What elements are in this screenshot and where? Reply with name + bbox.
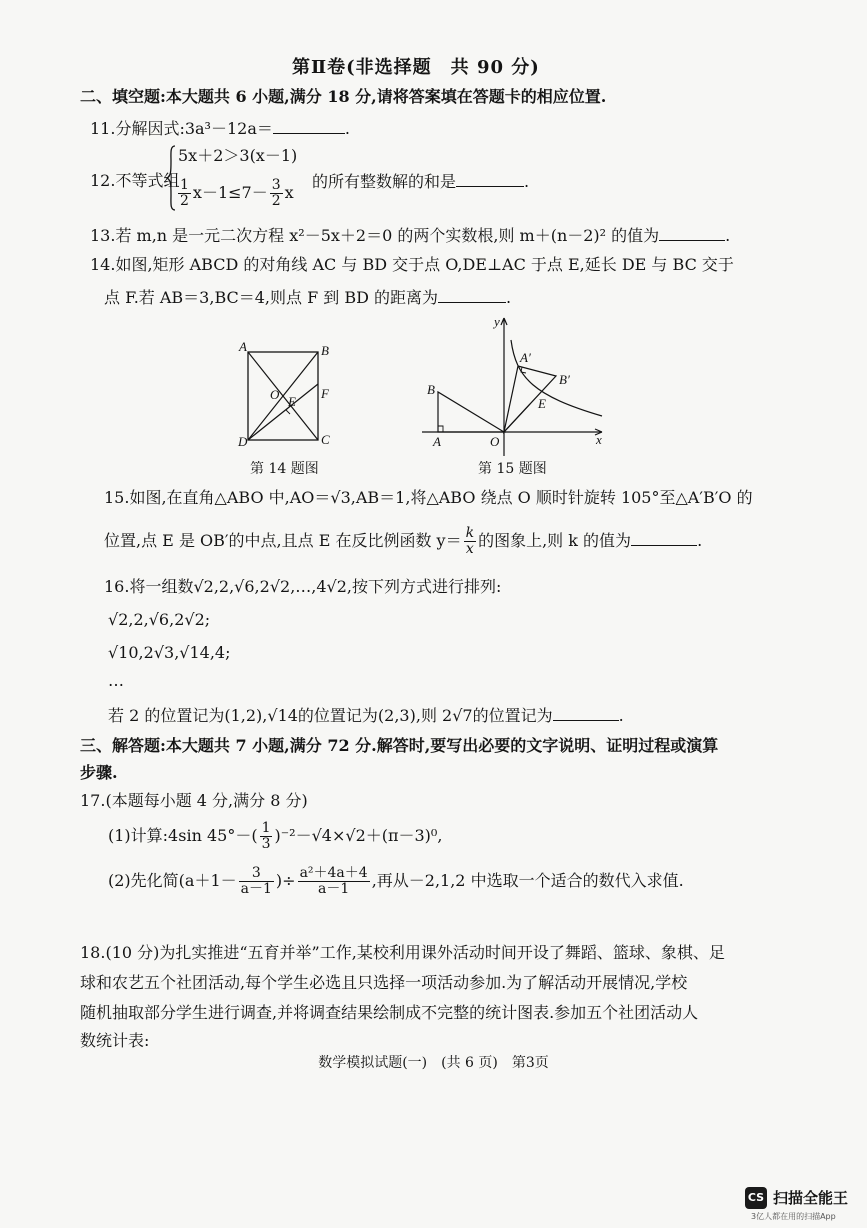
segment-oe — [504, 404, 530, 432]
triangle-a1b1o — [504, 366, 556, 432]
system-brace — [166, 145, 176, 211]
q17-part-2: (2)先化简(a＋1－ $\frac{3}{a-1}$ )÷ $\frac{\text{a²＋4a＋4}}{a-1}$ ,再从－2,1,2 中选取一个适合的数代入求值. — [108, 865, 684, 897]
watermark-name: 扫描全能王 — [773, 1189, 849, 1207]
answer-blank — [553, 704, 619, 721]
q16-row-3: … — [108, 671, 124, 690]
q18-line-1: 18.(10 分)为扎实推进“五育并举”工作,某校利用课外活动时间开设了舞蹈、篮球、象棋、足 — [80, 943, 725, 962]
label-b: B — [427, 382, 435, 397]
figure-14-caption: 第 14 题图 — [250, 461, 319, 477]
answer-blank — [631, 529, 697, 546]
q11-text: 11.分解因式:3a³－12a＝ — [90, 119, 273, 138]
label-c: C — [321, 432, 330, 447]
label-a-prime: A′ — [520, 350, 531, 365]
scanner-watermark — [745, 1183, 863, 1223]
q16-line-5: 若 2 的位置记为(1,2),√14的位置记为(2,3),则 2√7的位置记为 . — [108, 706, 624, 725]
answer-blank — [659, 224, 725, 241]
question-11: 11.分解因式:3a³－12a＝ . — [90, 119, 350, 138]
figure-15-caption: 第 15 题图 — [478, 461, 547, 477]
q17-part-1: (1)计算:4sin 45°－( $\frac{1}{3}$ )⁻²－√4×√2＋(π－3)⁰, — [108, 820, 443, 852]
q16-row-1: √2,2,√6,2√2; — [108, 610, 211, 629]
part3-header-line-1: 三、解答题:本大题共 7 小题,满分 72 分.解答时,要写出必要的文字说明、证明过程或演算 — [80, 736, 719, 755]
label-e: E — [288, 394, 296, 409]
answer-blank — [438, 286, 506, 303]
label-y: y — [494, 314, 500, 329]
cs-logo-icon: CS — [745, 1187, 767, 1209]
figure-15-rotation — [418, 312, 618, 458]
label-d: D — [238, 434, 248, 449]
label-o: O — [270, 387, 280, 402]
answer-blank — [273, 117, 345, 134]
q15-line-1: 15.如图,在直角△ABO 中,AO＝√3,AB＝1,将△ABO 绕点 O 顺时针旋转 105°至△A′B′O 的 — [104, 488, 753, 507]
figure-14-rectangle — [228, 336, 348, 454]
label-a: A — [239, 339, 247, 354]
section-title: 第Ⅱ卷(非选择题 共 90 分) — [292, 57, 540, 78]
q16-line-1: 16.将一组数√2,2,√6,2√2,…,4√2,按下列方式进行排列: — [104, 577, 502, 596]
answer-blank — [456, 170, 524, 187]
right-angle-mark — [438, 426, 443, 432]
q12-suffix: 的所有整数解的和是 . — [312, 172, 530, 191]
watermark-tagline: 3亿人都在用的扫描App — [751, 1212, 836, 1221]
label-b: B — [321, 343, 329, 358]
q12-inequality-2: $\frac{1}{2}$ x－1≤7－ $\frac{3}{2}$ x — [180, 177, 294, 209]
segment-df — [248, 384, 318, 440]
page-footer: 数学模拟试题(一) (共 6 页) 第3页 — [318, 1055, 549, 1071]
q17-header: 17.(本题每小题 4 分,满分 8 分) — [80, 791, 308, 810]
label-a: A — [433, 434, 441, 449]
q16-row-2: √10,2√3,√14,4; — [108, 643, 231, 662]
q15-line-2: 位置,点 E 是 OB′的中点,且点 E 在反比例函数 y＝ $\frac{k}{x}$ 的图象上,则 k 的值为 . — [104, 525, 703, 557]
q18-line-4: 数统计表: — [80, 1031, 150, 1050]
label-f: F — [321, 386, 329, 401]
label-o: O — [490, 434, 500, 449]
label-b-prime: B′ — [559, 372, 570, 387]
question-13: 13.若 m,n 是一元二次方程 x²－5x＋2＝0 的两个实数根,则 m＋(n－2)² 的值为 . — [90, 226, 731, 245]
q14-line-2: 点 F.若 AB＝3,BC＝4,则点 F 到 BD 的距离为 . — [104, 288, 512, 307]
q12-prefix: 12.不等式组 — [90, 171, 180, 190]
label-e: E — [538, 396, 546, 411]
q12-inequality-1: 5x＋2＞3(x－1) — [178, 146, 298, 165]
part2-header: 二、填空题:本大题共 6 小题,满分 18 分,请将答案填在答题卡的相应位置. — [80, 87, 607, 106]
triangle-abo — [438, 392, 504, 432]
q18-line-3: 随机抽取部分学生进行调查,并将调查结果绘制成不完整的统计图表.参加五个社团活动人 — [80, 1003, 699, 1022]
part3-header-line-2: 步骤. — [80, 763, 118, 782]
label-x: x — [596, 432, 602, 447]
q18-line-2: 球和农艺五个社团活动,每个学生必选且只选择一项活动参加.为了解活动开展情况,学校 — [80, 973, 688, 992]
q14-line-1: 14.如图,矩形 ABCD 的对角线 AC 与 BD 交于点 O,DE⊥AC 于点 E,延长 DE 与 BC 交于 — [90, 255, 734, 274]
